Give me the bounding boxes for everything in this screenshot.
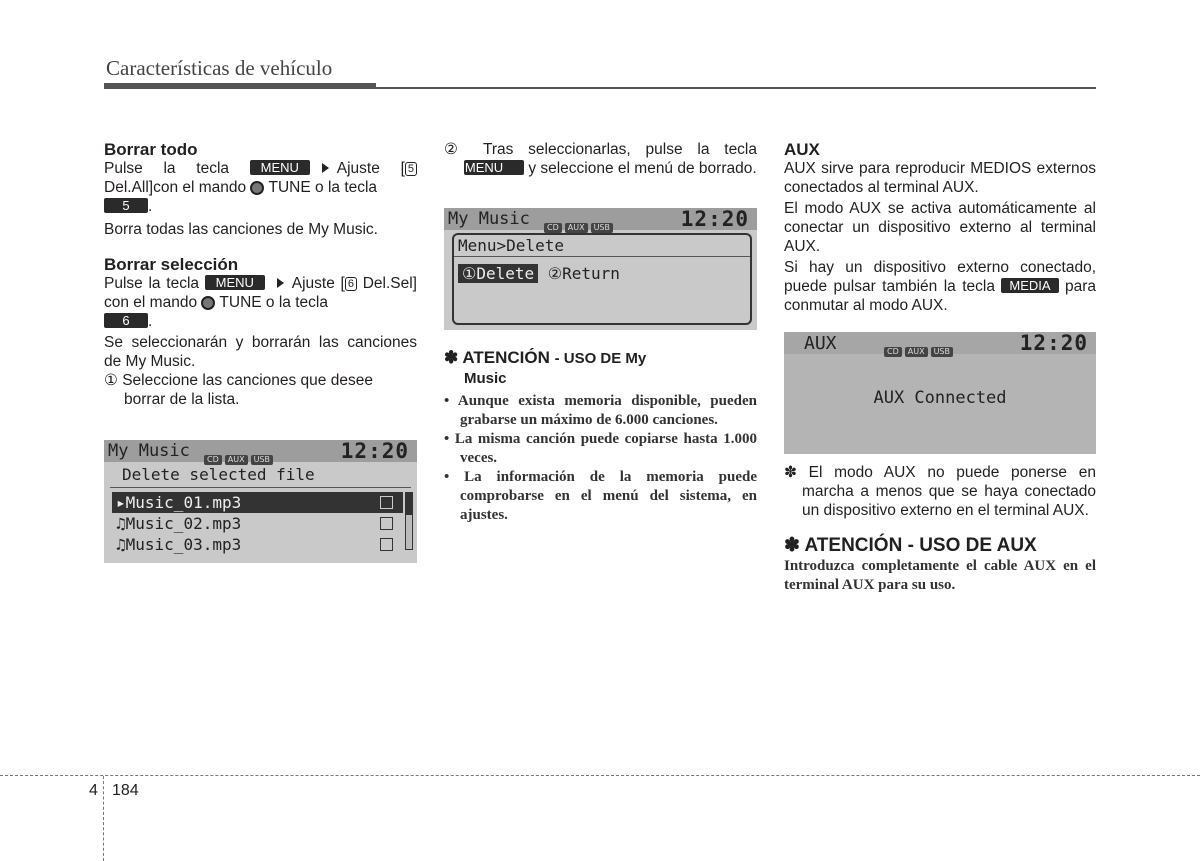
screen-title: My Music (448, 209, 530, 229)
source-chips (204, 447, 276, 466)
screen-aux (784, 332, 1096, 454)
column-3-note (784, 463, 1096, 595)
paragraph-borrar-seleccion: Pulse la tecla MENU Ajuste [ 6 Del.Sel] con el mando TUNE o la tecla 6 . (104, 275, 417, 330)
menu-panel (452, 233, 752, 325)
text: - USO DE My (554, 350, 647, 367)
column-2-attention (444, 348, 757, 525)
checkbox[interactable] (380, 517, 393, 530)
text: Del.All]con el mando (104, 179, 247, 196)
aux-chip: AUX (565, 223, 588, 233)
menu-key: MENU (250, 160, 310, 175)
aux-status: AUX Connected (873, 388, 1007, 408)
header-rule (104, 87, 1096, 89)
menu-key: MENU (205, 275, 265, 290)
number-5-icon: 5 (405, 162, 417, 176)
file-list (104, 492, 417, 555)
list-item[interactable]: ♫Music_03.mp3 (112, 534, 403, 555)
arrow-right-icon (322, 163, 329, 173)
menu-options (454, 257, 750, 290)
checkbox[interactable] (380, 496, 393, 509)
key-6: 6 (104, 313, 148, 328)
text: TUNE o la tecla (268, 179, 378, 196)
text: ② Tras seleccionarlas, pulse la tecla (444, 141, 757, 158)
tune-knob-icon (201, 296, 215, 310)
return-option[interactable]: ②Return (547, 264, 620, 283)
list-item[interactable]: ♫Music_02.mp3 (112, 513, 403, 534)
page-number: 184 (112, 782, 139, 799)
media-key: MEDIA (1001, 278, 1058, 293)
screen-line: Delete selected file (110, 462, 411, 488)
footer-vertical-rule (103, 776, 104, 861)
usb-chip: USB (931, 347, 953, 357)
footer-rule (0, 775, 1200, 776)
source-chips (884, 339, 956, 358)
text: para conmutar al modo AUX. (784, 278, 1096, 314)
clock: 12:20 (340, 440, 409, 463)
paragraph-borrar-todo: Pulse la tecla MENU Ajuste [ 5 Del.All]con el mando TUNE o la tecla 5 . (104, 159, 417, 216)
text: ✽ ATENCIÓN (444, 348, 550, 367)
arrow-right-icon (277, 278, 284, 288)
key-5: 5 (104, 198, 148, 213)
screen-status-bar (104, 440, 417, 462)
delete-option[interactable]: ①Delete (458, 264, 538, 283)
tune-knob-icon (250, 181, 264, 195)
usb-chip: USB (591, 223, 613, 233)
usb-chip: USB (251, 455, 273, 465)
text: Pulse la tecla (104, 160, 230, 177)
heading-aux: AUX (784, 140, 820, 159)
text: Pulse la tecla (104, 275, 200, 292)
screen-delete-selected (104, 440, 417, 563)
paragraph-seleccion-desc: Se seleccionarán y borrarán las canciones de My Music. (104, 334, 417, 370)
aux-chip: AUX (905, 347, 928, 357)
column-3 (784, 140, 1096, 315)
list-item: • La misma canción puede copiarse hasta 1.000 veces. (444, 431, 757, 466)
menu-key: MENU (464, 160, 524, 175)
paragraph-aux-2: El modo AUX se activa automáticamente al conectar un dispositivo externo al terminal AUX. (784, 200, 1096, 255)
paragraph-aux-3 (784, 258, 1096, 315)
screen-menu-delete (444, 208, 757, 330)
cd-chip: CD (204, 455, 222, 465)
text: La información de la memoria puede comprobarse en el menú del sistema, en ajustes. (460, 469, 757, 523)
scrollbar[interactable] (405, 492, 413, 550)
chapter-number: 4 (89, 782, 98, 799)
column-1 (104, 140, 417, 409)
text: Ajuste [ (291, 275, 345, 292)
checkbox[interactable] (380, 538, 393, 551)
text: Si hay un dispositivo externo conectado, puede pulsar también la tecla (784, 259, 1096, 295)
list-item: • Aunque exista memoria disponible, pueden grabarse un máximo de 6.000 canciones. (444, 393, 757, 428)
text: La misma canción puede copiarse hasta 1.000 veces. (454, 431, 757, 466)
text: Ajuste [ (336, 160, 405, 177)
attention-aux-text: Introduzca completamente el cable AUX en el terminal AUX para su uso. (784, 558, 1096, 593)
attention-aux-heading: ✽ ATENCIÓN - USO DE AUX (784, 535, 1037, 556)
list-item[interactable]: ▸Music_01.mp3 (112, 492, 403, 513)
cd-chip: CD (544, 223, 562, 233)
paragraph-borrar-todo-desc: Borra todas las canciones de My Music. (104, 221, 378, 238)
text: Aunque exista memoria disponible, pueden grabarse un máximo de 6.000 canciones. (457, 393, 757, 428)
aux-chip: AUX (225, 455, 248, 465)
attention-heading (444, 348, 757, 388)
note: ✽ El modo AUX no puede ponerse en marcha a menos que se haya conectado un dispositivo externo en el terminal AUX. (784, 464, 1096, 519)
screen-status-bar (444, 208, 757, 230)
list-item: • La información de la memoria puede comprobarse en el menú del sistema, en ajustes. (444, 469, 757, 523)
clock: 12:20 (1019, 332, 1088, 355)
screen-title: AUX (804, 333, 837, 354)
step-2 (444, 140, 757, 178)
file-name: Music_02.mp3 (125, 514, 242, 533)
cd-chip: CD (884, 347, 902, 357)
screen-title: My Music (108, 441, 190, 461)
menu-path: Menu>Delete (454, 235, 750, 257)
source-chips (544, 215, 616, 234)
page-header-title: Características de vehículo (106, 56, 333, 80)
heading-borrar-seleccion: Borrar selección (104, 255, 239, 274)
screen-status-bar (784, 332, 1096, 354)
text: Music (464, 370, 507, 387)
number-6-icon: 6 (345, 277, 357, 291)
heading-borrar-todo: Borrar todo (104, 140, 198, 159)
text: TUNE o la tecla (219, 294, 328, 311)
text: y seleccione el menú de borrado. (528, 160, 757, 177)
file-name: Music_03.mp3 (125, 535, 242, 554)
file-name: Music_01.mp3 (125, 493, 242, 512)
clock: 12:20 (680, 208, 749, 231)
step-1: ① Seleccione las canciones que desee borrar de la lista. (104, 372, 373, 408)
attention-list (444, 392, 757, 525)
paragraph-aux-1: AUX sirve para reproducir MEDIOS externos conectados al terminal AUX. (784, 160, 1096, 196)
scrollbar-thumb[interactable] (406, 493, 412, 515)
column-2 (444, 140, 757, 178)
text: Del.Sel] con el mando (104, 275, 417, 311)
